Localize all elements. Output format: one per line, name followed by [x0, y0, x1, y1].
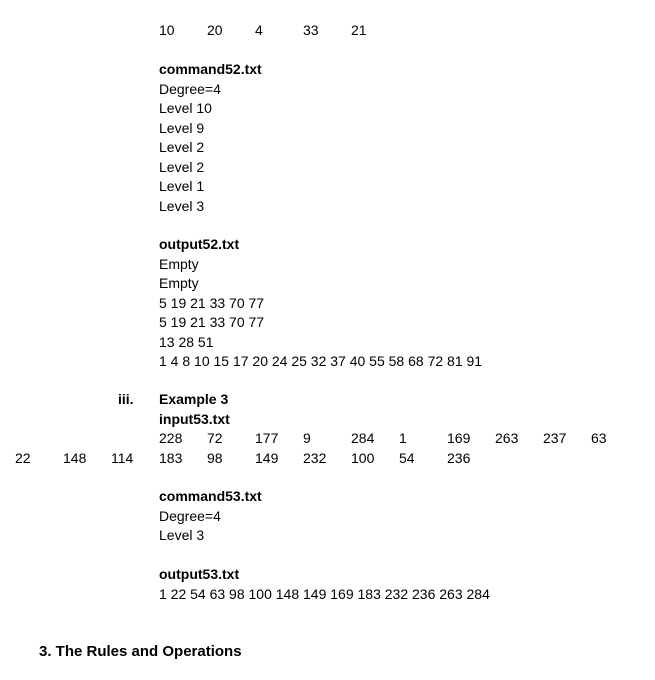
number-cell: 9 — [303, 430, 311, 446]
output-line: 5 19 21 33 70 77 — [159, 314, 265, 330]
list-marker: iii. — [118, 391, 134, 407]
output-line: 1 4 8 10 15 17 20 24 25 32 37 40 55 58 68 72 81 91 — [159, 353, 483, 369]
command52-block — [159, 61, 262, 217]
output-line: Empty — [159, 275, 199, 291]
output-line: Empty — [159, 255, 199, 272]
file-title: input53.txt — [159, 410, 230, 427]
number-cell: 72 — [207, 430, 223, 446]
number-cell: 177 — [255, 430, 279, 446]
output-line: 1 22 54 63 98 100 148 149 169 183 232 236 263 284 — [159, 585, 490, 602]
number-cell: 228 — [159, 430, 183, 446]
number-cell: 1 — [399, 430, 407, 446]
number-cell: 183 — [159, 450, 183, 466]
file-title: output52.txt — [159, 236, 240, 252]
number-cell: 20 — [207, 22, 223, 38]
output-line: 5 19 21 33 70 77 — [159, 294, 265, 311]
command-line: Level 3 — [159, 527, 205, 543]
command-line: Level 2 — [159, 158, 205, 175]
number-cell: 4 — [255, 22, 263, 38]
example3-heading — [159, 391, 230, 430]
number-cell: 22 — [15, 450, 31, 466]
number-cell: 10 — [159, 22, 175, 38]
number-cell: 98 — [207, 450, 223, 466]
file-title: command52.txt — [159, 61, 262, 77]
number-cell: 149 — [255, 450, 279, 466]
output53-block — [159, 566, 490, 605]
section-heading: 3. The Rules and Operations — [39, 643, 242, 660]
example-title: Example 3 — [159, 391, 229, 407]
command-line: Level 10 — [159, 100, 212, 116]
command-line: Level 2 — [159, 139, 205, 155]
output52-block — [159, 236, 482, 373]
number-cell: 148 — [63, 450, 87, 466]
command-line: Degree=4 — [159, 80, 221, 97]
number-cell: 232 — [303, 450, 327, 466]
number-cell: 284 — [351, 430, 375, 446]
command-line: Degree=4 — [159, 507, 221, 524]
number-cell: 33 — [303, 22, 319, 38]
number-cell: 21 — [351, 22, 367, 38]
number-cell: 169 — [447, 430, 471, 446]
command53-block — [159, 488, 262, 547]
command-line: Level 9 — [159, 119, 205, 136]
command-line: Level 1 — [159, 178, 205, 194]
number-cell: 100 — [351, 450, 375, 466]
file-title: output53.txt — [159, 566, 240, 582]
number-cell: 114 — [111, 450, 134, 466]
number-cell: 54 — [399, 450, 415, 466]
number-cell: 236 — [447, 450, 471, 466]
command-line: Level 3 — [159, 197, 205, 214]
output-line: 13 28 51 — [159, 333, 214, 350]
file-title: command53.txt — [159, 488, 262, 504]
number-cell: 237 — [543, 430, 567, 446]
number-cell: 63 — [591, 430, 607, 446]
number-cell: 263 — [495, 430, 519, 446]
